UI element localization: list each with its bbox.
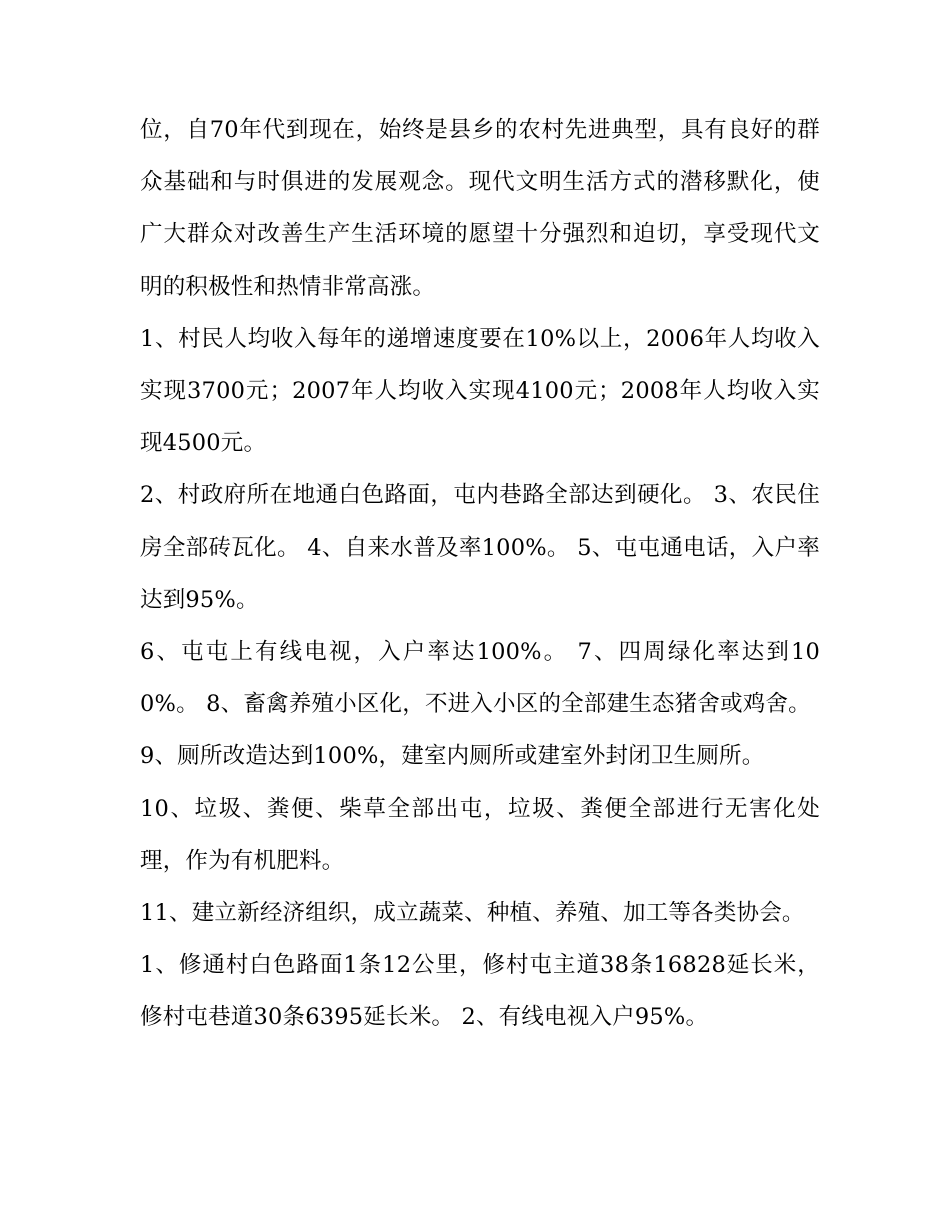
paragraph-roads-housing-water: 2、村政府所在地通白色路面，屯内巷路全部达到硬化。 3、农民住房全部砖瓦化。 4、自来水普及率100%。 5、屯屯通电话，入户率达到95%。 — [140, 482, 820, 613]
paragraph-waste: 10、垃圾、粪便、柴草全部出屯，垃圾、粪便全部进行无害化处理，作为有机肥料。 — [140, 795, 820, 874]
paragraph-achievements: 1、修通村白色路面1条12公里，修村屯主道38条16828延长米，修村屯巷道30条6395延长米。 2、有线电视入户95%。 — [140, 952, 820, 1031]
paragraph-toilets: 9、厕所改造达到100%，建室内厕所或建室外封闭卫生厕所。 — [140, 743, 765, 770]
document-body — [140, 104, 820, 1044]
paragraph-intro: 位，自70年代到现在，始终是县乡的农村先进典型，具有良好的群众基础和与时俱进的发展观念。现代文明生活方式的潜移默化，使广大群众对改善生产生活环境的愿望十分强烈和迫切，享受现代文明的积极性和热情非常高涨。 — [140, 117, 820, 300]
paragraph-organizations: 11、建立新经济组织，成立蔬菜、种植、养殖、加工等各类协会。 — [140, 900, 805, 927]
paragraph-tv-greening-livestock: 6、屯屯上有线电视，入户率达100%。 7、四周绿化率达到100%。 8、畜禽养殖小区化，不进入小区的全部建生态猪舍或鸡舍。 — [140, 639, 820, 718]
paragraph-income-goal: 1、村民人均收入每年的递增速度要在10%以上，2006年人均收入实现3700元；2007年人均收入实现4100元；2008年人均收入实现4500元。 — [140, 325, 820, 457]
